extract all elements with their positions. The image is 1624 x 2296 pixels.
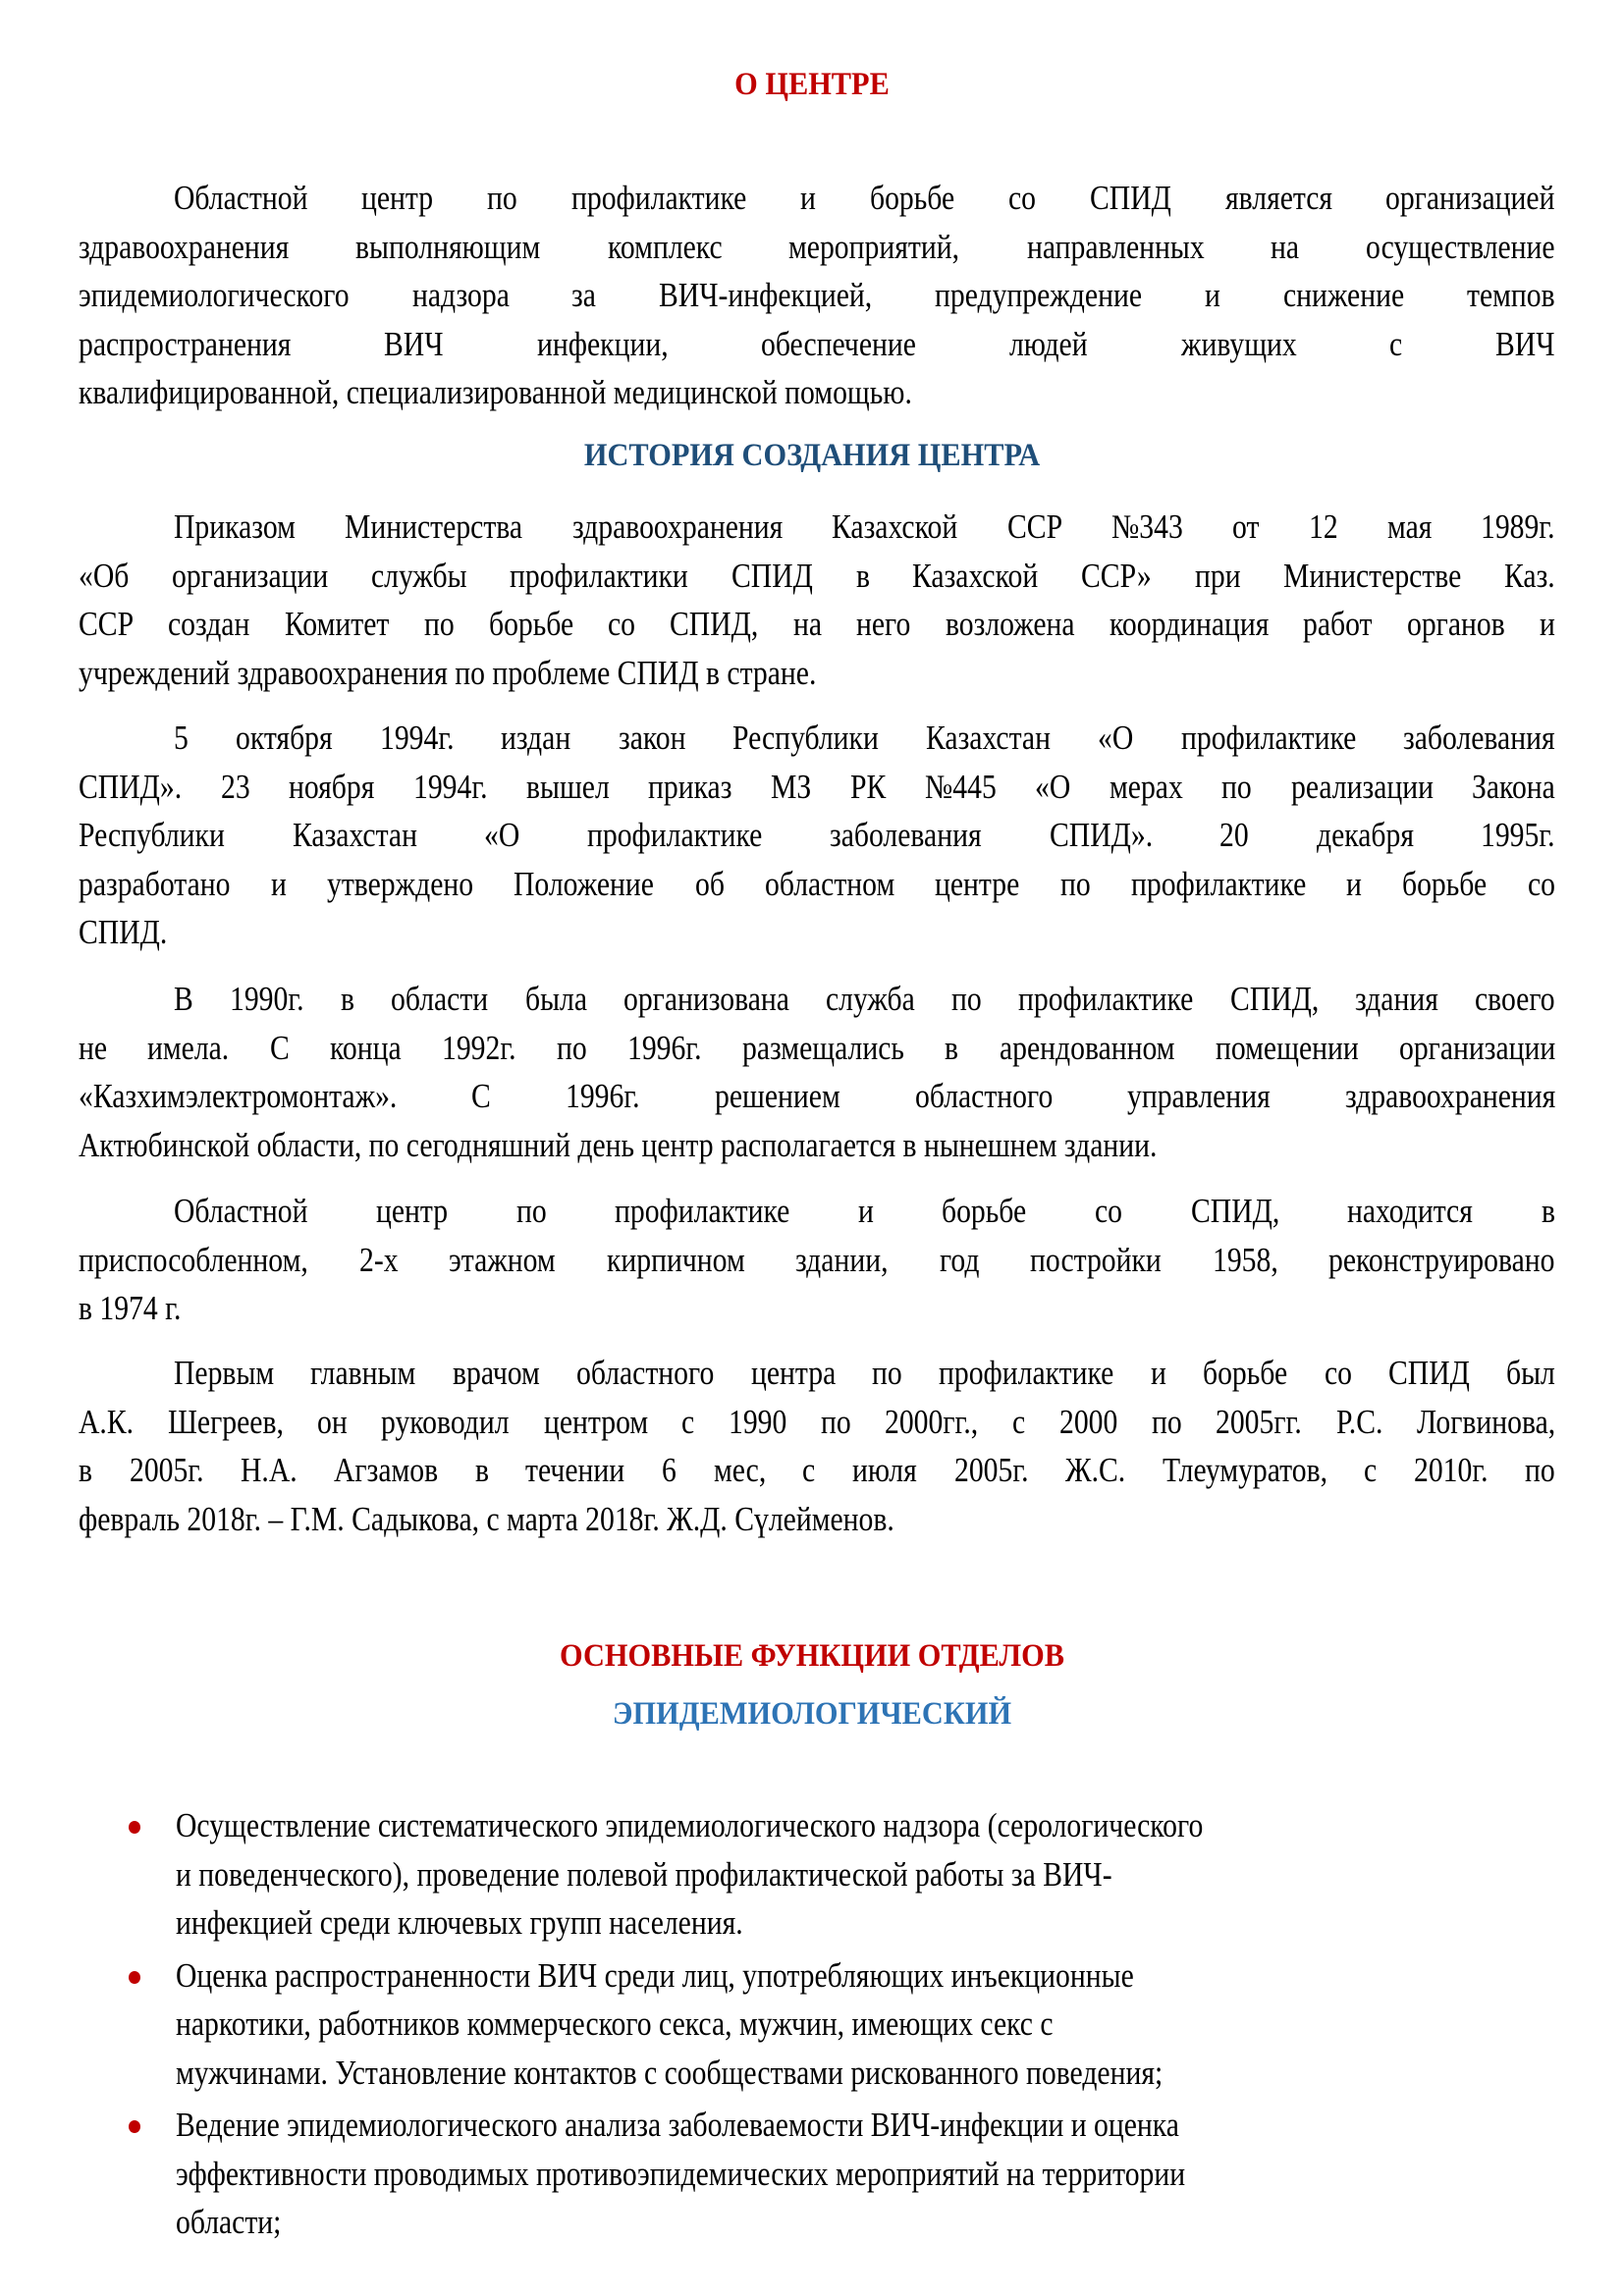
word: выполняющим — [355, 228, 541, 266]
word: год — [939, 1241, 980, 1279]
word: темпов — [1467, 277, 1555, 314]
word: главным — [310, 1355, 416, 1392]
bullet-dot-icon — [129, 1821, 140, 1834]
bullet-item — [79, 1952, 1571, 2099]
word: организована — [623, 981, 789, 1018]
paragraph-line — [79, 976, 1555, 1025]
word: является — [1224, 180, 1332, 217]
word: по — [1151, 1403, 1182, 1441]
word: центре — [935, 865, 1020, 903]
word: на — [1271, 228, 1300, 266]
word: А.К. — [79, 1403, 135, 1441]
word: СПИД — [1089, 180, 1171, 217]
word: за — [571, 277, 597, 314]
paragraph-line — [79, 764, 1555, 813]
word: приспособленном, — [79, 1241, 308, 1279]
bullet-dot-icon — [129, 1971, 140, 1984]
word: вышел — [525, 768, 610, 806]
word: СПИД». — [1049, 817, 1153, 854]
word: и — [857, 1193, 874, 1230]
word: врачом — [453, 1355, 540, 1392]
word: 2010г. — [1414, 1452, 1489, 1489]
paragraph-line: учреждений здравоохранения по проблеме СПИД в стране. — [79, 654, 817, 692]
word: Республики — [79, 817, 225, 854]
word: «Казхимэлектромонтаж». — [79, 1078, 398, 1115]
word: профилактике — [1180, 720, 1357, 757]
heading-epidemiological: ЭПИДЕМИОЛОГИЧЕСКИЙ — [612, 1696, 1012, 1732]
word: ССР — [1006, 508, 1062, 546]
word: по — [951, 981, 982, 1018]
word: областного — [914, 1078, 1053, 1115]
word: СПИД — [1387, 1355, 1470, 1392]
word: борьбе — [488, 606, 573, 643]
word: «О — [1035, 768, 1071, 806]
word: издан — [501, 720, 571, 757]
word: от — [1232, 508, 1260, 546]
word: С — [471, 1078, 492, 1115]
word: с — [1389, 325, 1403, 363]
word: В — [174, 981, 193, 1018]
word: С — [269, 1029, 290, 1067]
word: помещении — [1215, 1029, 1359, 1067]
word: 1990 — [729, 1403, 787, 1441]
word: ВИЧ-инфекцией, — [659, 277, 873, 314]
paragraph-line: Актюбинской области, по сегодняшний день центр располагается в нынешнем здании. — [79, 1126, 1158, 1164]
word: утверждено — [326, 865, 474, 903]
word: СПИД». — [79, 768, 183, 806]
word: «О — [1098, 720, 1134, 757]
word: с — [681, 1403, 695, 1441]
word: со — [1527, 865, 1555, 903]
word: и — [800, 180, 816, 217]
paragraph-line — [79, 321, 1555, 370]
word: и — [1346, 865, 1363, 903]
paragraph-line — [79, 1237, 1555, 1286]
word: был — [1506, 1355, 1555, 1392]
word: в — [474, 1452, 489, 1489]
word: МЗ — [771, 768, 812, 806]
word: профилактики — [510, 557, 689, 595]
word: мая — [1386, 508, 1433, 546]
word: в — [79, 1452, 93, 1489]
word: по — [872, 1355, 902, 1392]
word: 1996г. — [627, 1029, 702, 1067]
heading-functions: ОСНОВНЫЕ ФУНКЦИИ ОТДЕЛОВ — [560, 1638, 1064, 1674]
word: 1994г. — [412, 768, 488, 806]
word: 1996г. — [566, 1078, 640, 1115]
paragraph-line — [79, 553, 1555, 602]
word: мероприятий, — [788, 228, 960, 266]
word: ССР — [79, 606, 135, 643]
paragraph-line — [79, 272, 1555, 321]
word: со — [1324, 1355, 1352, 1392]
paragraph-line: квалифицированной, специализированной медицинской помощью. — [79, 374, 912, 411]
word: №445 — [924, 768, 997, 806]
paragraph-line — [79, 175, 1555, 224]
word: Первым — [174, 1355, 275, 1392]
word: мерах — [1110, 768, 1183, 806]
word: Закона — [1472, 768, 1555, 806]
paragraph-history-5 — [79, 1350, 1555, 1544]
word: борьбе — [869, 180, 955, 217]
word: службы — [371, 557, 467, 595]
word: областном — [764, 865, 894, 903]
word: здравоохранения — [79, 228, 290, 266]
word: этажном — [449, 1241, 556, 1279]
word: органов — [1407, 606, 1505, 643]
bullet-line: инфекцией среди ключевых групп населения. — [176, 1904, 743, 1942]
word: Каз. — [1504, 557, 1555, 595]
word: Министерстве — [1283, 557, 1462, 595]
word: областного — [576, 1355, 715, 1392]
bullet-line: и поведенческого), проведение полевой профилактической работы за ВИЧ- — [176, 1855, 1112, 1894]
word: 2000гг., — [885, 1403, 979, 1441]
bullet-line: Ведение эпидемиологического анализа заболеваемости ВИЧ-инфекции и оценка — [176, 2107, 1179, 2144]
paragraph-line — [79, 861, 1555, 910]
word: 23 — [220, 768, 250, 806]
bullet-line: наркотики, работников коммерческого секса, мужчин, имеющих секс с — [176, 2005, 1054, 2043]
bullet-line: эффективности проводимых противоэпидемических мероприятий на территории — [176, 2155, 1186, 2193]
word: течении — [525, 1452, 625, 1489]
word: №343 — [1110, 508, 1183, 546]
word: осуществление — [1366, 228, 1556, 266]
word: Агзамов — [334, 1452, 439, 1489]
bullet-line: Осуществление систематического эпидемиологического надзора (серологического — [176, 1807, 1204, 1844]
word: профилактике — [1130, 865, 1307, 903]
word: профилактике — [939, 1355, 1114, 1392]
word: Казахской — [912, 557, 1039, 595]
word: борьбе — [1402, 865, 1488, 903]
word: Н.А. — [240, 1452, 298, 1489]
word: Казахстан — [292, 817, 417, 854]
word: 5 — [174, 720, 189, 757]
word: 1958, — [1212, 1241, 1278, 1279]
word: организации — [172, 557, 329, 595]
paragraph-line: февраль 2018г. – Г.М. Садыкова, с марта 2018г. Ж.Д. Сүлейменов. — [79, 1500, 894, 1538]
word: и — [1150, 1355, 1166, 1392]
word: на — [792, 606, 822, 643]
word: Комитет — [284, 606, 390, 643]
word: здании, — [795, 1241, 889, 1279]
paragraph-history-2 — [79, 715, 1555, 958]
word: по — [1221, 768, 1253, 806]
word: «Об — [79, 557, 130, 595]
word: 2-х — [358, 1241, 399, 1279]
word: при — [1194, 557, 1241, 595]
paragraph-line — [79, 1399, 1555, 1448]
word: своего — [1475, 981, 1555, 1018]
word: декабря — [1316, 817, 1414, 854]
word: мес, — [713, 1452, 766, 1489]
word: комплекс — [607, 228, 723, 266]
paragraph-line — [79, 812, 1555, 861]
word: центр — [376, 1193, 449, 1230]
word: Тлеумуратов, — [1162, 1452, 1327, 1489]
word: «О — [484, 817, 520, 854]
word: СПИД, — [1229, 981, 1319, 1018]
word: 20 — [1219, 817, 1250, 854]
word: организацией — [1385, 180, 1555, 217]
paragraph-about — [79, 175, 1555, 418]
word: и — [1205, 277, 1221, 314]
word: кирпичном — [606, 1241, 745, 1279]
paragraph-line — [79, 601, 1555, 650]
word: 6 — [662, 1452, 677, 1489]
word: 12 — [1308, 508, 1338, 546]
word: него — [856, 606, 911, 643]
word: решением — [714, 1078, 840, 1115]
word: по — [515, 1193, 547, 1230]
word: эпидемиологического — [79, 277, 350, 314]
paragraph-history-1 — [79, 504, 1555, 698]
word: приказ — [648, 768, 732, 806]
word: Областной — [174, 180, 308, 217]
word: и — [1540, 606, 1555, 643]
word: ВИЧ — [1495, 325, 1555, 363]
word: июля — [852, 1452, 918, 1489]
word: и — [270, 865, 287, 903]
word: в — [340, 981, 354, 1018]
word: 2000 — [1058, 1403, 1118, 1441]
word: СПИД, — [670, 606, 759, 643]
word: центром — [543, 1403, 648, 1441]
word: он — [317, 1403, 348, 1441]
word: 1992г. — [442, 1029, 516, 1067]
paragraph-line — [79, 1350, 1555, 1399]
word: в — [1541, 1193, 1555, 1230]
word: профилактике — [614, 1193, 790, 1230]
paragraph-line — [79, 1447, 1555, 1496]
paragraph-line — [79, 715, 1555, 764]
word: снижение — [1283, 277, 1405, 314]
word: постройки — [1030, 1241, 1162, 1279]
bullet-item — [79, 2102, 1571, 2248]
word: в — [855, 557, 870, 595]
word: создан — [168, 606, 250, 643]
word: закон — [618, 720, 686, 757]
bullet-line: Оценка распространенности ВИЧ среди лиц, употребляющих инъекционные — [176, 1956, 1134, 1995]
paragraph-line — [79, 224, 1555, 273]
word: по — [423, 606, 455, 643]
word: заболевания — [1403, 720, 1555, 757]
word: предупреждение — [935, 277, 1143, 314]
word: не — [79, 1029, 108, 1067]
word: центр — [361, 180, 434, 217]
word: реконструировано — [1328, 1241, 1555, 1279]
word: здравоохранения — [1344, 1078, 1556, 1115]
word: живущих — [1180, 325, 1297, 363]
word: борьбе — [1203, 1355, 1288, 1392]
word: находится — [1347, 1193, 1474, 1230]
paragraph-line: СПИД. — [79, 914, 168, 951]
bullet-item — [79, 1802, 1571, 1949]
word: реализации — [1290, 768, 1434, 806]
word: октября — [235, 720, 333, 757]
word: служба — [826, 981, 915, 1018]
word: по — [1525, 1452, 1555, 1489]
word: работ — [1303, 606, 1373, 643]
word: СПИД — [731, 557, 813, 595]
word: возложена — [945, 606, 1075, 643]
paragraph-line — [79, 1073, 1555, 1122]
functions-bullet-list — [79, 1802, 1571, 2252]
word: Положение — [514, 865, 655, 903]
word: обеспечение — [761, 325, 917, 363]
word: 1994г. — [379, 720, 455, 757]
word: заболевания — [830, 817, 982, 854]
word: области — [391, 981, 489, 1018]
word: с — [802, 1452, 816, 1489]
word: Приказом — [174, 508, 296, 546]
word: арендованном — [999, 1029, 1175, 1067]
word: со — [607, 606, 635, 643]
word: Ж.С. — [1064, 1452, 1126, 1489]
heading-about: О ЦЕНТРЕ — [734, 67, 890, 102]
word: по — [557, 1029, 587, 1067]
word: руководил — [381, 1403, 511, 1441]
word: со — [1095, 1193, 1123, 1230]
word: управления — [1126, 1078, 1271, 1115]
word: РК — [850, 768, 887, 806]
word: координация — [1109, 606, 1269, 643]
word: ВИЧ — [384, 325, 444, 363]
bullet-line: области; — [176, 2204, 282, 2241]
word: 1989г. — [1481, 508, 1555, 546]
word: по — [1059, 865, 1091, 903]
paragraph-line: в 1974 г. — [79, 1290, 182, 1327]
heading-history: ИСТОРИЯ СОЗДАНИЯ ЦЕНТРА — [583, 438, 1041, 473]
word: по — [487, 180, 518, 217]
word: Р.С. — [1335, 1403, 1383, 1441]
word: Казахстан — [926, 720, 1052, 757]
word: конца — [330, 1029, 402, 1067]
word: здания — [1355, 981, 1438, 1018]
paragraph-line — [79, 504, 1555, 553]
word: СПИД, — [1190, 1193, 1279, 1230]
word: ноября — [288, 768, 375, 806]
paragraph-line — [79, 1188, 1555, 1237]
word: Логвинова, — [1416, 1403, 1555, 1441]
word: размещались — [742, 1029, 904, 1067]
word: была — [524, 981, 587, 1018]
word: распространения — [79, 325, 292, 363]
word: центра — [750, 1355, 836, 1392]
word: людей — [1009, 325, 1088, 363]
word: по — [821, 1403, 851, 1441]
word: разработано — [79, 865, 231, 903]
word: ССР» — [1081, 557, 1153, 595]
word: надзора — [411, 277, 510, 314]
bullet-dot-icon — [129, 2120, 140, 2133]
word: Министерства — [345, 508, 523, 546]
paragraph-line — [79, 1025, 1555, 1074]
word: профилактике — [587, 817, 763, 854]
word: об — [694, 865, 725, 903]
word: профилактике — [570, 180, 747, 217]
word: имела. — [147, 1029, 230, 1067]
word: Шегреев, — [167, 1403, 284, 1441]
word: Казахской — [832, 508, 958, 546]
word: с — [1364, 1452, 1378, 1489]
word: профилактике — [1018, 981, 1194, 1018]
word: Республики — [732, 720, 880, 757]
word: инфекции, — [536, 325, 669, 363]
word: с — [1012, 1403, 1026, 1441]
word: 2005г. — [129, 1452, 204, 1489]
paragraph-history-4 — [79, 1188, 1555, 1334]
word: борьбе — [942, 1193, 1027, 1230]
word: организации — [1398, 1029, 1555, 1067]
bullet-line: мужчинами. Установление контактов с сообществами рискованного поведения; — [176, 2054, 1164, 2092]
word: Областной — [174, 1193, 308, 1230]
paragraph-history-3 — [79, 976, 1555, 1170]
word: 2005г. — [953, 1452, 1029, 1489]
word: 1995г. — [1481, 817, 1555, 854]
word: со — [1007, 180, 1036, 217]
word: 2005гг. — [1216, 1403, 1302, 1441]
word: направленных — [1026, 228, 1205, 266]
word: 1990г. — [230, 981, 304, 1018]
word: в — [945, 1029, 959, 1067]
word: здравоохранения — [571, 508, 783, 546]
